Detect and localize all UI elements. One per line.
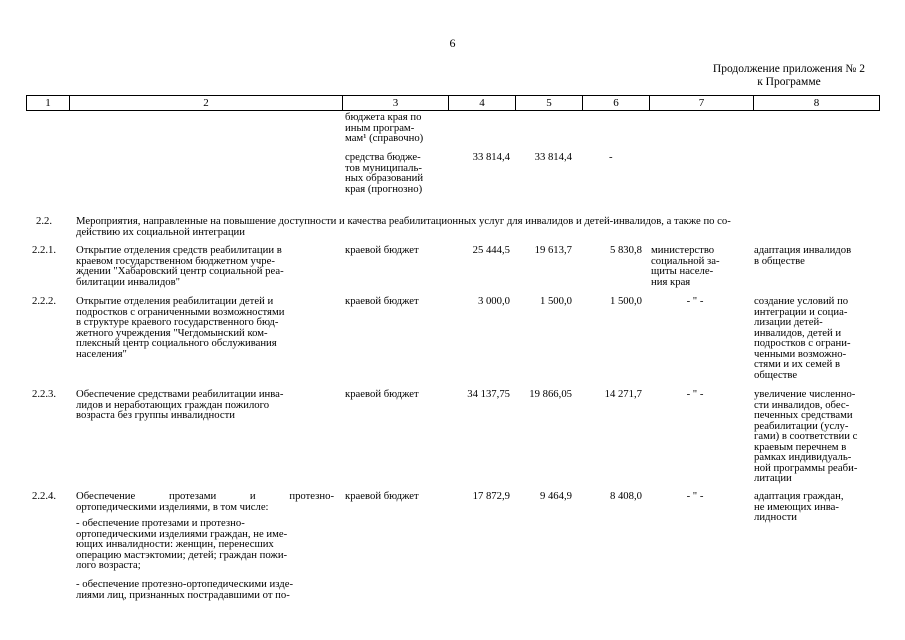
expected-result: адаптация граждан, не имеющих инва- лидности	[754, 490, 844, 523]
continuation-line-2: к Программе	[757, 76, 821, 88]
header-col-7: 7	[650, 96, 754, 110]
header-col-6: 6	[583, 96, 650, 110]
expected-result: создание условий по интеграции и социа- лизации детей- инвалидов, детей и подростков с ограни- ченными возможно- стями и их семей в обществе	[754, 295, 851, 381]
executor-ditto: - " -	[686, 388, 704, 400]
section-title: Мероприятия, направленные на повышение доступности и качества реабилитационных услуг для инвалидов и детей-инвалидов, а также по со- действию их социальной интеграции	[76, 215, 731, 238]
executor-ditto: - " -	[686, 490, 704, 502]
continuation-heading	[713, 63, 865, 89]
year1-amount: 19 866,05	[529, 388, 572, 400]
header-col-4: 4	[449, 96, 516, 110]
row-number: 2.2.3.	[32, 388, 57, 400]
carryover-y1: 33 814,4	[534, 151, 572, 163]
measure-name: Открытие отделения средств реабилитации в краевом государственном бюджетном учре- ждении "Хабаровский центр социальной реа- билитации инвалидов"	[76, 244, 284, 288]
carryover-total: 33 814,4	[472, 151, 510, 163]
measure-subitem: - обеспечение протезно-ортопедическими изде- лиями лиц, признанных пострадавшими от по-	[76, 578, 294, 601]
total-amount: 17 872,9	[472, 490, 510, 502]
header-col-5: 5	[516, 96, 583, 110]
year2-amount: 1 500,0	[609, 295, 642, 307]
total-amount: 3 000,0	[477, 295, 510, 307]
carryover-source-1: бюджета края по иным програм- мам¹ (справочно)	[345, 111, 424, 144]
expected-result: адаптация инвалидов в обществе	[754, 244, 852, 267]
row-number: 2.2.2.	[32, 295, 57, 307]
measure-name: Обеспечение протезами и протезно- ортопедическими изделиями, в том числе:	[76, 490, 334, 513]
total-amount: 34 137,75	[467, 388, 510, 400]
funding-source: краевой бюджет	[345, 295, 419, 307]
header-col-3: 3	[343, 96, 449, 110]
funding-source: краевой бюджет	[345, 388, 419, 400]
section-number: 2.2.	[36, 215, 53, 227]
total-amount: 25 444,5	[472, 244, 510, 256]
year2-amount: 8 408,0	[609, 490, 642, 502]
row-number: 2.2.4.	[32, 490, 57, 502]
funding-source: краевой бюджет	[345, 244, 419, 256]
executor: министерство социальной за- щиты населе- ния края	[651, 244, 720, 288]
measure-subitem: - обеспечение протезами и протезно- ортопедическими изделиями граждан, не име- ющих инвалидности: женщин, перенесших операцию мастэктомии; детей; граждан пожи- лого возраста;	[76, 517, 288, 571]
year1-amount: 19 613,7	[534, 244, 572, 256]
measure-name: Открытие отделения реабилитации детей и подростков с ограниченными возможностями в структуре краевого государственного бюд- жетного учреждения "Чегдомынский ком- плексный центр социального обслуживания населения"	[76, 295, 285, 360]
header-col-1: 1	[27, 96, 70, 110]
year2-amount: 5 830,8	[609, 244, 642, 256]
year1-amount: 1 500,0	[539, 295, 572, 307]
funding-source: краевой бюджет	[345, 490, 419, 502]
header-col-2: 2	[70, 96, 343, 110]
row-number: 2.2.1.	[32, 244, 57, 256]
executor-ditto: - " -	[686, 295, 704, 307]
continuation-line-1: Продолжение приложения № 2	[712, 63, 865, 75]
measure-name: Обеспечение средствами реабилитации инва- лидов и неработающих граждан пожилого возраста без группы инвалидности	[76, 388, 284, 421]
table-header-row	[26, 95, 880, 111]
year1-amount: 9 464,9	[539, 490, 572, 502]
expected-result: увеличение численно- сти инвалидов, обес- печенных средствами реабилитации (услу- гами) в соответствии с краевым перечнем в рамках индивидуаль- ной программы реаби- литации	[754, 388, 858, 484]
carryover-source-2: средства бюдже- тов муниципаль- ных образований края (прогнозно)	[345, 151, 424, 195]
header-col-8: 8	[813, 97, 820, 109]
carryover-y2: -	[609, 151, 613, 163]
page-number: 6	[449, 36, 456, 50]
year2-amount: 14 271,7	[604, 388, 642, 400]
